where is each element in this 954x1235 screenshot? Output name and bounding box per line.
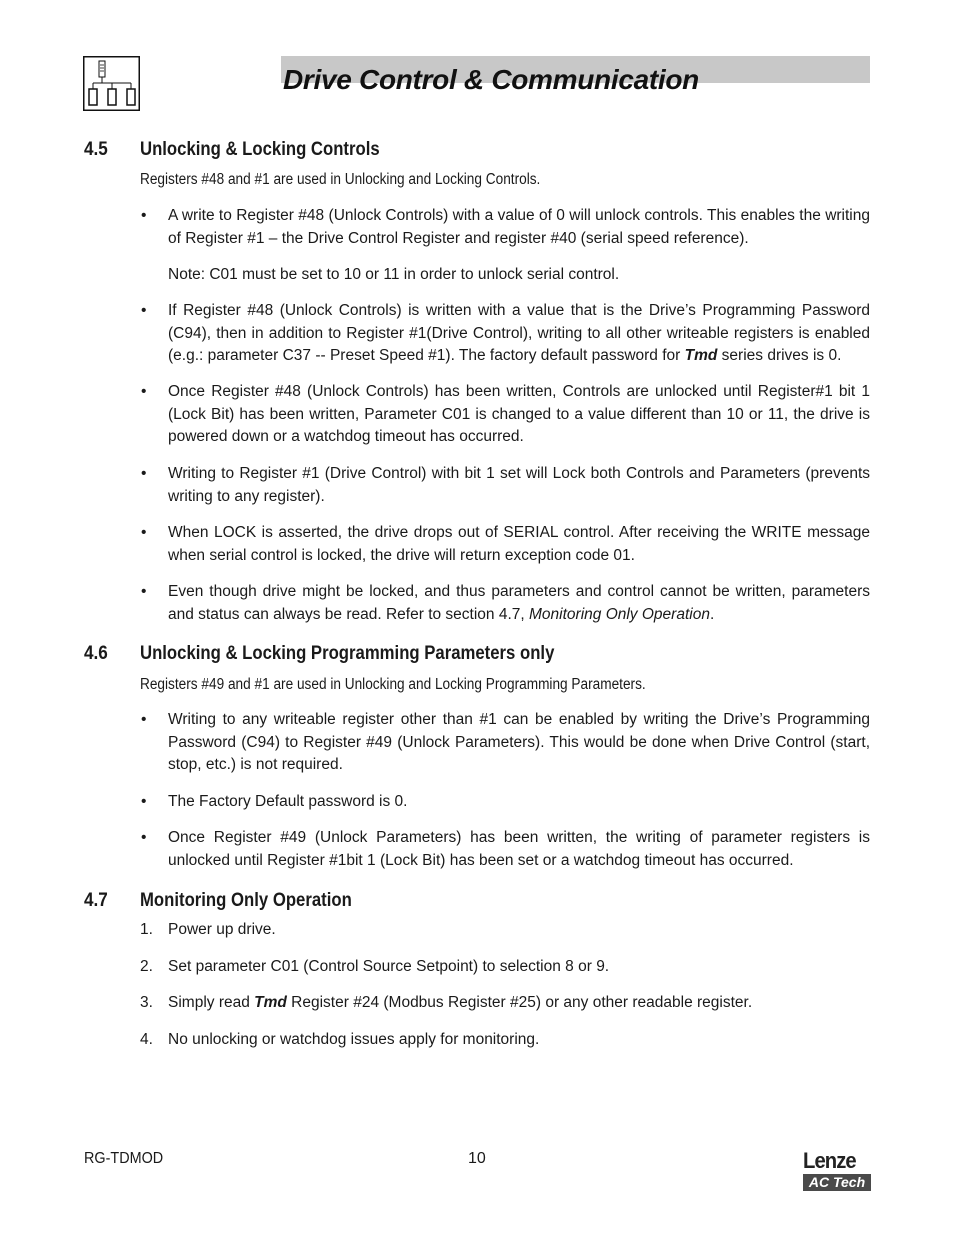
step-item: Power up drive. [168,921,276,938]
list-item: Once Register #49 (Unlock Parameters) has been written, the writing of parameter registers is unlocked until Register #1bit 1 (Lock Bit) has been set or a watchdog timeout has occurred. [168,829,870,869]
bullet-glyph: • [141,711,147,728]
brand-logo [803,1150,871,1191]
document-id: RG-TDMOD [84,1150,164,1167]
step-number: 1. [140,921,153,938]
section-number: 4.6 [84,643,108,664]
section-intro: Registers #49 and #1 are used in Unlocking and Locking Programming Parameters. [140,676,646,693]
step-number: 4. [140,1031,153,1048]
list-item: A write to Register #48 (Unlock Controls) with a value of 0 will unlock controls. This enables the writing of Register #1 – the Drive Control Register and register #40 (serial speed reference). [168,207,870,247]
bullet-glyph: • [141,465,147,482]
bullet-glyph: • [141,207,147,224]
section-number: 4.5 [84,139,108,160]
bullet-glyph: • [141,302,147,319]
page-number: 10 [468,1150,486,1167]
step-item: Set parameter C01 (Control Source Setpoint) to selection 8 or 9. [168,958,610,975]
section-intro: Registers #48 and #1 are used in Unlocking and Locking Controls. [140,171,541,188]
list-item: When LOCK is asserted, the drive drops out of SERIAL control. After receiving the WRITE message when serial control is locked, the drive will return exception code 01. [168,524,870,564]
bullet-glyph: • [141,793,147,810]
bullet-glyph: • [141,829,147,846]
product-name: Tmd [254,994,287,1011]
brand-name: Lenze [803,1148,856,1173]
bullet-glyph: • [141,383,147,400]
page-title: Drive Control & Communication [283,64,699,95]
bullet-glyph: • [141,524,147,541]
list-item: Writing to Register #1 (Drive Control) with bit 1 set will Lock both Controls and Parameters (prevents writing to any register). [168,465,870,505]
step-item: Simply read Tmd Register #24 (Modbus Register #25) or any other readable register. [168,994,753,1011]
section-number: 4.7 [84,890,108,911]
note-text: Note: C01 must be set to 10 or 11 in order to unlock serial control. [168,266,620,283]
section-reference: Monitoring Only Operation [529,605,710,623]
bullet-glyph: • [141,583,147,600]
step-item: No unlocking or watchdog issues apply for monitoring. [168,1031,540,1048]
list-item: Even though drive might be locked, and thus parameters and control cannot be written, parameters and status can always be read. Refer to section 4.7, Monitoring Only Operation. [168,583,870,623]
step-number: 3. [140,994,153,1011]
section-title: Unlocking & Locking Programming Parameters only [140,643,555,664]
network-diagram-icon [83,56,140,111]
step-number: 2. [140,958,153,975]
list-item: If Register #48 (Unlock Controls) is written with a value that is the Drive’s Programming Password (C94), then in addition to Register #1(Drive Control), writing to all other writeable registers is enabled (e.g.: parameter C37 -- Preset Speed #1). The factory default password for Tmd series drives is 0. [168,302,870,364]
product-name: Tmd [684,347,718,364]
list-item: The Factory Default password is 0. [168,793,408,810]
list-item: Once Register #48 (Unlock Controls) has been written, Controls are unlocked until Register#1 bit 1 (Lock Bit) has been written, Parameter C01 is changed to a value different than 10 or 11, the drive is powered down or a watchdog timeout has occurred. [168,383,870,445]
section-title: Unlocking & Locking Controls [140,139,380,160]
brand-subname: AC Tech [803,1174,871,1191]
section-title: Monitoring Only Operation [140,890,352,911]
list-item: Writing to any writeable register other than #1 can be enabled by writing the Drive’s Programming Password (C94) to Register #49 (Unlock Parameters). This would be done when Drive Control (start, stop, etc.) is not required. [168,711,870,773]
